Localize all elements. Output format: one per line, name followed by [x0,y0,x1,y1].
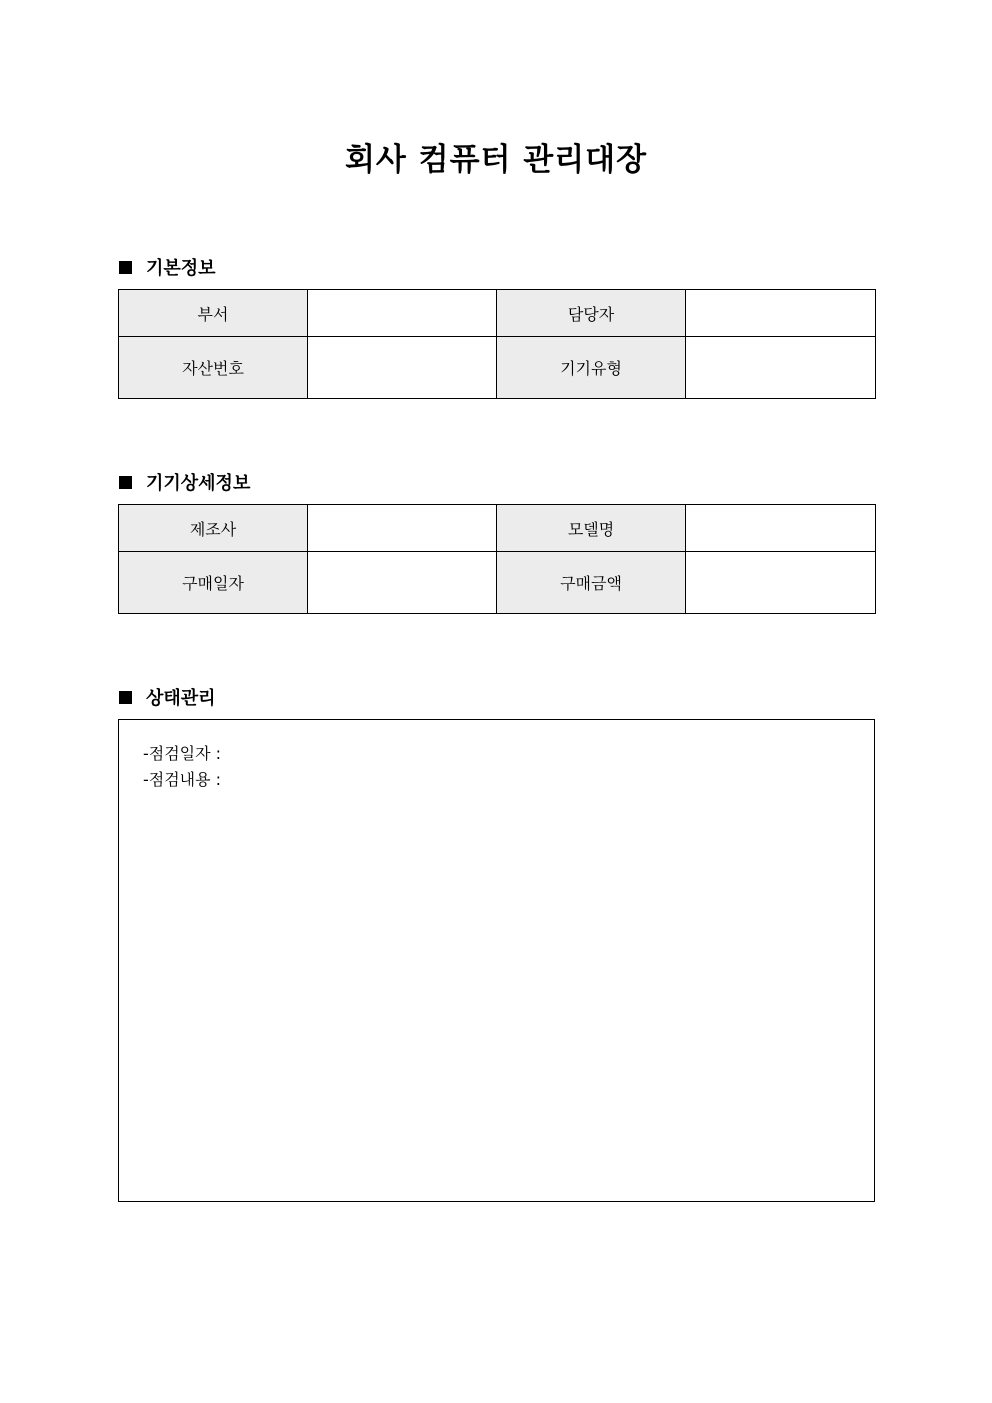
status-management-box[interactable] [118,719,875,1202]
label-manufacturer: 제조사 [119,505,308,552]
value-purchase-amount-field[interactable] [686,552,876,614]
label-asset-number: 자산번호 [119,337,308,399]
section-heading-label: 기기상세정보 [146,473,251,494]
inspection-date-label: -점검일자 : [143,744,222,763]
section-heading-basic [119,254,216,280]
table-row [119,337,876,399]
table-row [119,505,876,552]
document-title: 회사 컴퓨터 관리대장 [344,142,648,178]
label-manager: 담당자 [497,290,686,337]
device-detail-table [118,504,876,614]
table-row [119,552,876,614]
section-heading-label: 상태관리 [146,688,216,709]
label-department: 부서 [119,290,308,337]
section-heading-status [119,684,216,710]
value-purchase-date-field[interactable] [308,552,497,614]
section-heading-detail [119,469,250,495]
square-bullet-icon [119,261,132,274]
basic-info-table [118,289,876,399]
square-bullet-icon [119,476,132,489]
label-device-type: 기기유형 [497,337,686,399]
table-row [119,290,876,337]
value-asset-number-field[interactable] [308,337,497,399]
square-bullet-icon [119,691,132,704]
value-department-field[interactable] [308,290,497,337]
value-manager-field[interactable] [686,290,876,337]
label-model-name: 모델명 [497,505,686,552]
section-heading-label: 기본정보 [146,258,216,279]
label-purchase-date: 구매일자 [119,552,308,614]
label-purchase-amount: 구매금액 [497,552,686,614]
value-manufacturer-field[interactable] [308,505,497,552]
value-model-name-field[interactable] [686,505,876,552]
value-device-type-field[interactable] [686,337,876,399]
inspection-content-label: -점검내용 : [143,770,222,789]
